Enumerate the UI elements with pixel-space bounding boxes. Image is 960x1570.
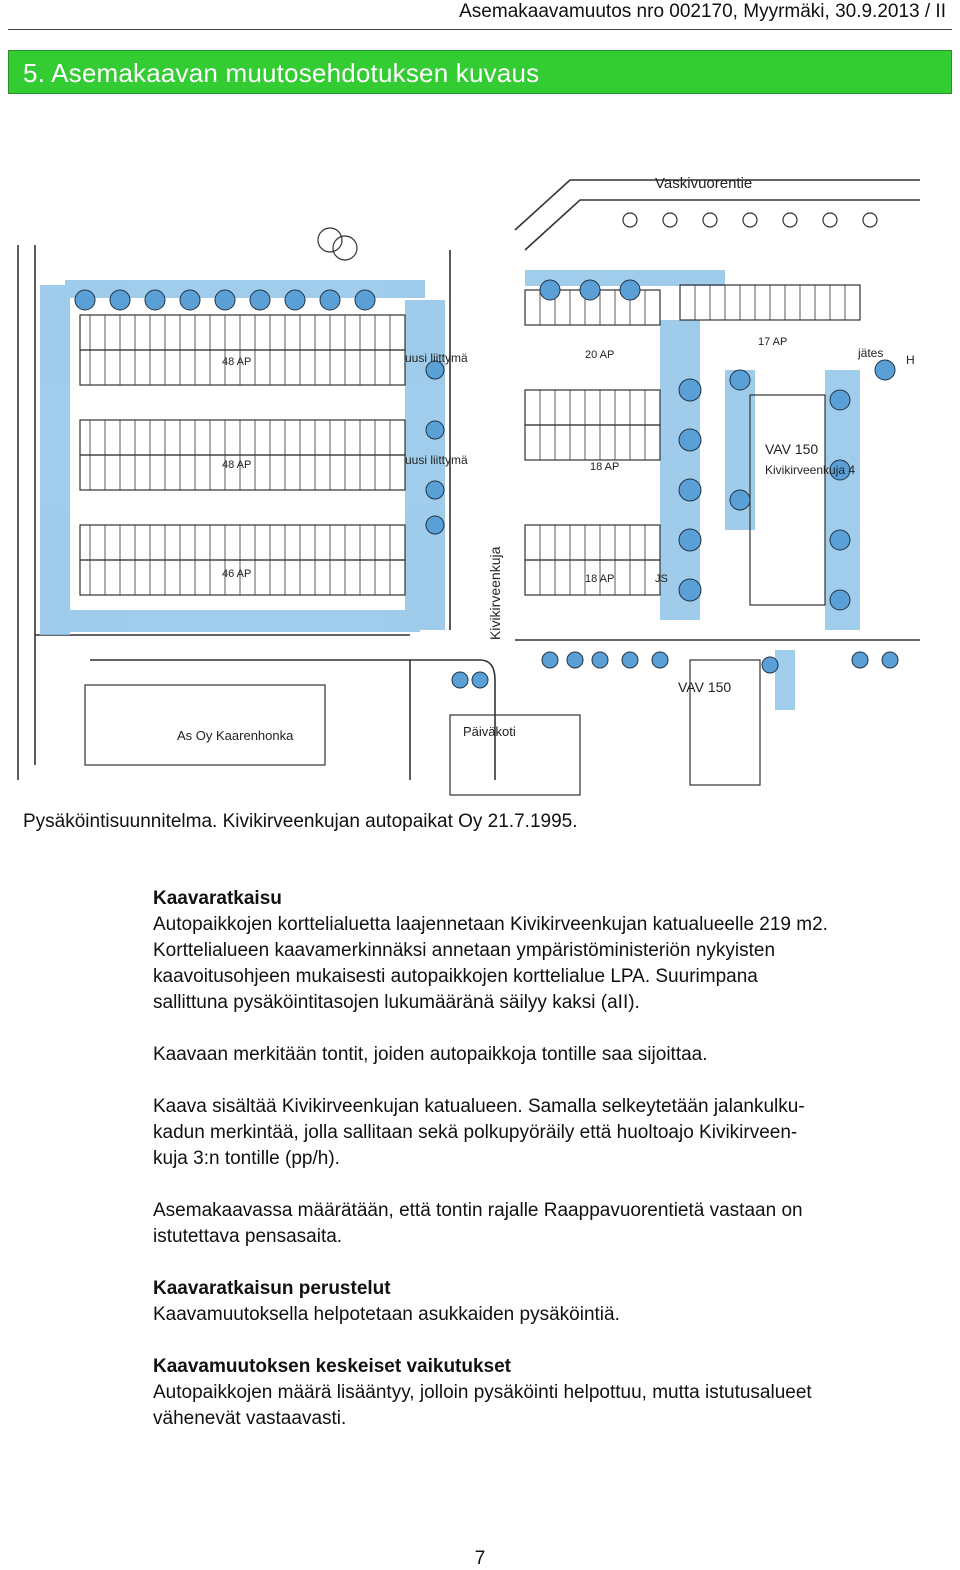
existing-trees	[318, 213, 877, 260]
waste-label: jätes	[858, 346, 884, 360]
vav-label-2: VAV 150	[678, 679, 732, 695]
section-title: 5. Asemakaavan muutosehdotuksen kuvaus	[23, 58, 540, 88]
lot-label-7: 17 AP	[758, 336, 788, 348]
building-label-paivakoti: Päiväkoti	[463, 724, 516, 739]
section-content	[153, 886, 933, 1432]
text-line: Asemakaavassa määrätään, että tontin rajalle Raappavuorentietä vastaan on	[153, 1200, 803, 1221]
page-header: Asemakaavamuutos nro 002170, Myyrmäki, 30.9.2013 / II	[459, 1, 946, 22]
text-line: kaavoitusohjeen mukaisesti autopaikkojen korttelialue LPA. Suurimpana	[153, 966, 758, 987]
header-divider	[8, 29, 952, 30]
building-label-kaarenhonka: As Oy Kaarenhonka	[177, 728, 294, 743]
page-number: 7	[474, 1548, 486, 1569]
street-label-kivikirveenkuja: Kivikirveenkuja	[487, 546, 503, 640]
text-line: Autopaikkojen korttelialuetta laajennetaan Kivikirveenkujan katualueelle 219 m2.	[153, 914, 828, 935]
lot-label-1: 48 AP	[222, 356, 252, 368]
parking-plan-map	[10, 140, 920, 800]
h-label: H	[906, 353, 915, 367]
road-label-vaskivuorentie: Vaskivuorentie	[655, 175, 753, 192]
text-line: sallittuna pysäköintitasojen lukumääränä säilyy kaksi (aII).	[153, 992, 640, 1013]
parking-stalls	[80, 285, 860, 795]
map-caption: Pysäköintisuunnitelma. Kivikirveenkujan autopaikat Oy 21.7.1995.	[23, 811, 578, 832]
text-line: Kaavaan merkitään tontit, joiden autopaikkoja tontille saa sijoittaa.	[153, 1044, 708, 1065]
vav-address-label: Kivikirveenkuja 4	[765, 463, 856, 477]
text-line: istutettava pensasaita.	[153, 1226, 343, 1247]
js-label: JS	[655, 573, 668, 585]
lot-label-4: 20 AP	[585, 349, 615, 361]
new-exit-label-1: uusi liittymä	[405, 351, 468, 365]
text-line: vähenevät vastaavasti.	[153, 1408, 347, 1429]
section-title-bar	[8, 50, 952, 94]
heading-kaavaratkaisu: Kaavaratkaisu	[153, 888, 282, 909]
text-line: kadun merkintää, jolla sallitaan sekä polkupyöräily että huoltoajo Kivikirveen-	[153, 1122, 798, 1143]
text-line: Autopaikkojen määrä lisääntyy, jolloin pysäköinti helpottuu, mutta istutusalueet	[153, 1382, 812, 1403]
lot-label-5: 18 AP	[590, 461, 620, 473]
vav-label-1: VAV 150	[765, 441, 819, 457]
new-exit-label-2: uusi liittymä	[405, 453, 468, 467]
lot-label-3: 46 AP	[222, 568, 252, 580]
text-line: Korttelialueen kaavamerkinnäksi annetaan ympäristöministeriön nykyisten	[153, 940, 776, 961]
text-line: Kaavamuutoksella helpotetaan asukkaiden pysäköintiä.	[153, 1304, 620, 1325]
heading-vaikutukset: Kaavamuutoksen keskeiset vaikutukset	[153, 1356, 512, 1377]
text-line: Kaava sisältää Kivikirveenkujan katualueen. Samalla selkeytetään jalankulku-	[153, 1096, 805, 1117]
lot-label-2: 48 AP	[222, 459, 252, 471]
heading-perustelut: Kaavaratkaisun perustelut	[153, 1278, 391, 1299]
text-line: kuja 3:n tontille (pp/h).	[153, 1148, 340, 1169]
lot-label-6: 18 AP	[585, 573, 615, 585]
